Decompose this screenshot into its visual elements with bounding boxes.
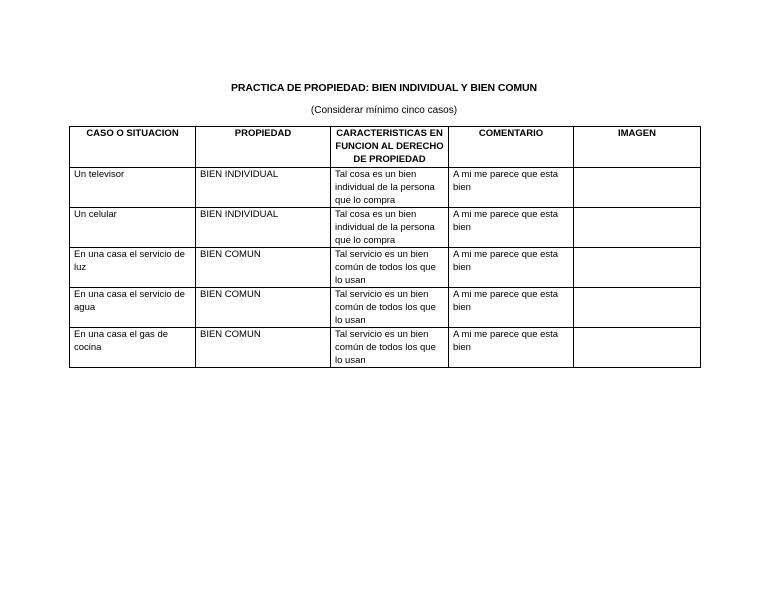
cell-propiedad: BIEN INDIVIDUAL [196, 168, 331, 208]
cell-comentario: A mi me parece que esta bien [449, 208, 574, 248]
cell-imagen [574, 208, 701, 248]
table-row [70, 208, 701, 248]
cell-propiedad: BIEN INDIVIDUAL [196, 208, 331, 248]
document-title: PRACTICA DE PROPIEDAD: BIEN INDIVIDUAL Y BIEN COMUN [230, 82, 538, 94]
cell-caracteristicas: Tal servicio es un bien común de todos los que lo usan [331, 288, 449, 328]
header-caracteristicas: CARACTERISTICAS EN FUNCION AL DERECHO DE PROPIEDAD [331, 127, 449, 168]
cell-imagen [574, 328, 701, 368]
cell-imagen [574, 248, 701, 288]
cell-comentario: A mi me parece que esta bien [449, 248, 574, 288]
cell-propiedad: BIEN COMUN [196, 288, 331, 328]
table-row [70, 248, 701, 288]
table-header-row [70, 127, 701, 168]
cell-caso: Un televisor [70, 168, 196, 208]
cell-caso: En una casa el servicio de agua [70, 288, 196, 328]
cell-caso: En una casa el gas de cocina [70, 328, 196, 368]
cell-imagen [574, 168, 701, 208]
header-caso-situacion: CASO O SITUACION [70, 127, 196, 168]
cell-caracteristicas: Tal cosa es un bien individual de la persona que lo compra [331, 208, 449, 248]
cell-comentario: A mi me parece que esta bien [449, 328, 574, 368]
cell-propiedad: BIEN COMUN [196, 328, 331, 368]
document-subtitle: (Considerar mínimo cinco casos) [310, 105, 458, 116]
cell-comentario: A mi me parece que esta bien [449, 288, 574, 328]
cell-propiedad: BIEN COMUN [196, 248, 331, 288]
table-row [70, 168, 701, 208]
cell-comentario: A mi me parece que esta bien [449, 168, 574, 208]
cell-caracteristicas: Tal servicio es un bien común de todos los que lo usan [331, 248, 449, 288]
cell-caso: Un celular [70, 208, 196, 248]
table-row [70, 288, 701, 328]
header-imagen: IMAGEN [574, 127, 701, 168]
header-comentario: COMENTARIO [449, 127, 574, 168]
cell-caracteristicas: Tal servicio es un bien común de todos los que lo usan [331, 328, 449, 368]
header-propiedad: PROPIEDAD [196, 127, 331, 168]
cell-imagen [574, 288, 701, 328]
cell-caso: En una casa el servicio de luz [70, 248, 196, 288]
table-row [70, 328, 701, 368]
property-table [69, 126, 701, 368]
cell-caracteristicas: Tal cosa es un bien individual de la persona que lo compra [331, 168, 449, 208]
